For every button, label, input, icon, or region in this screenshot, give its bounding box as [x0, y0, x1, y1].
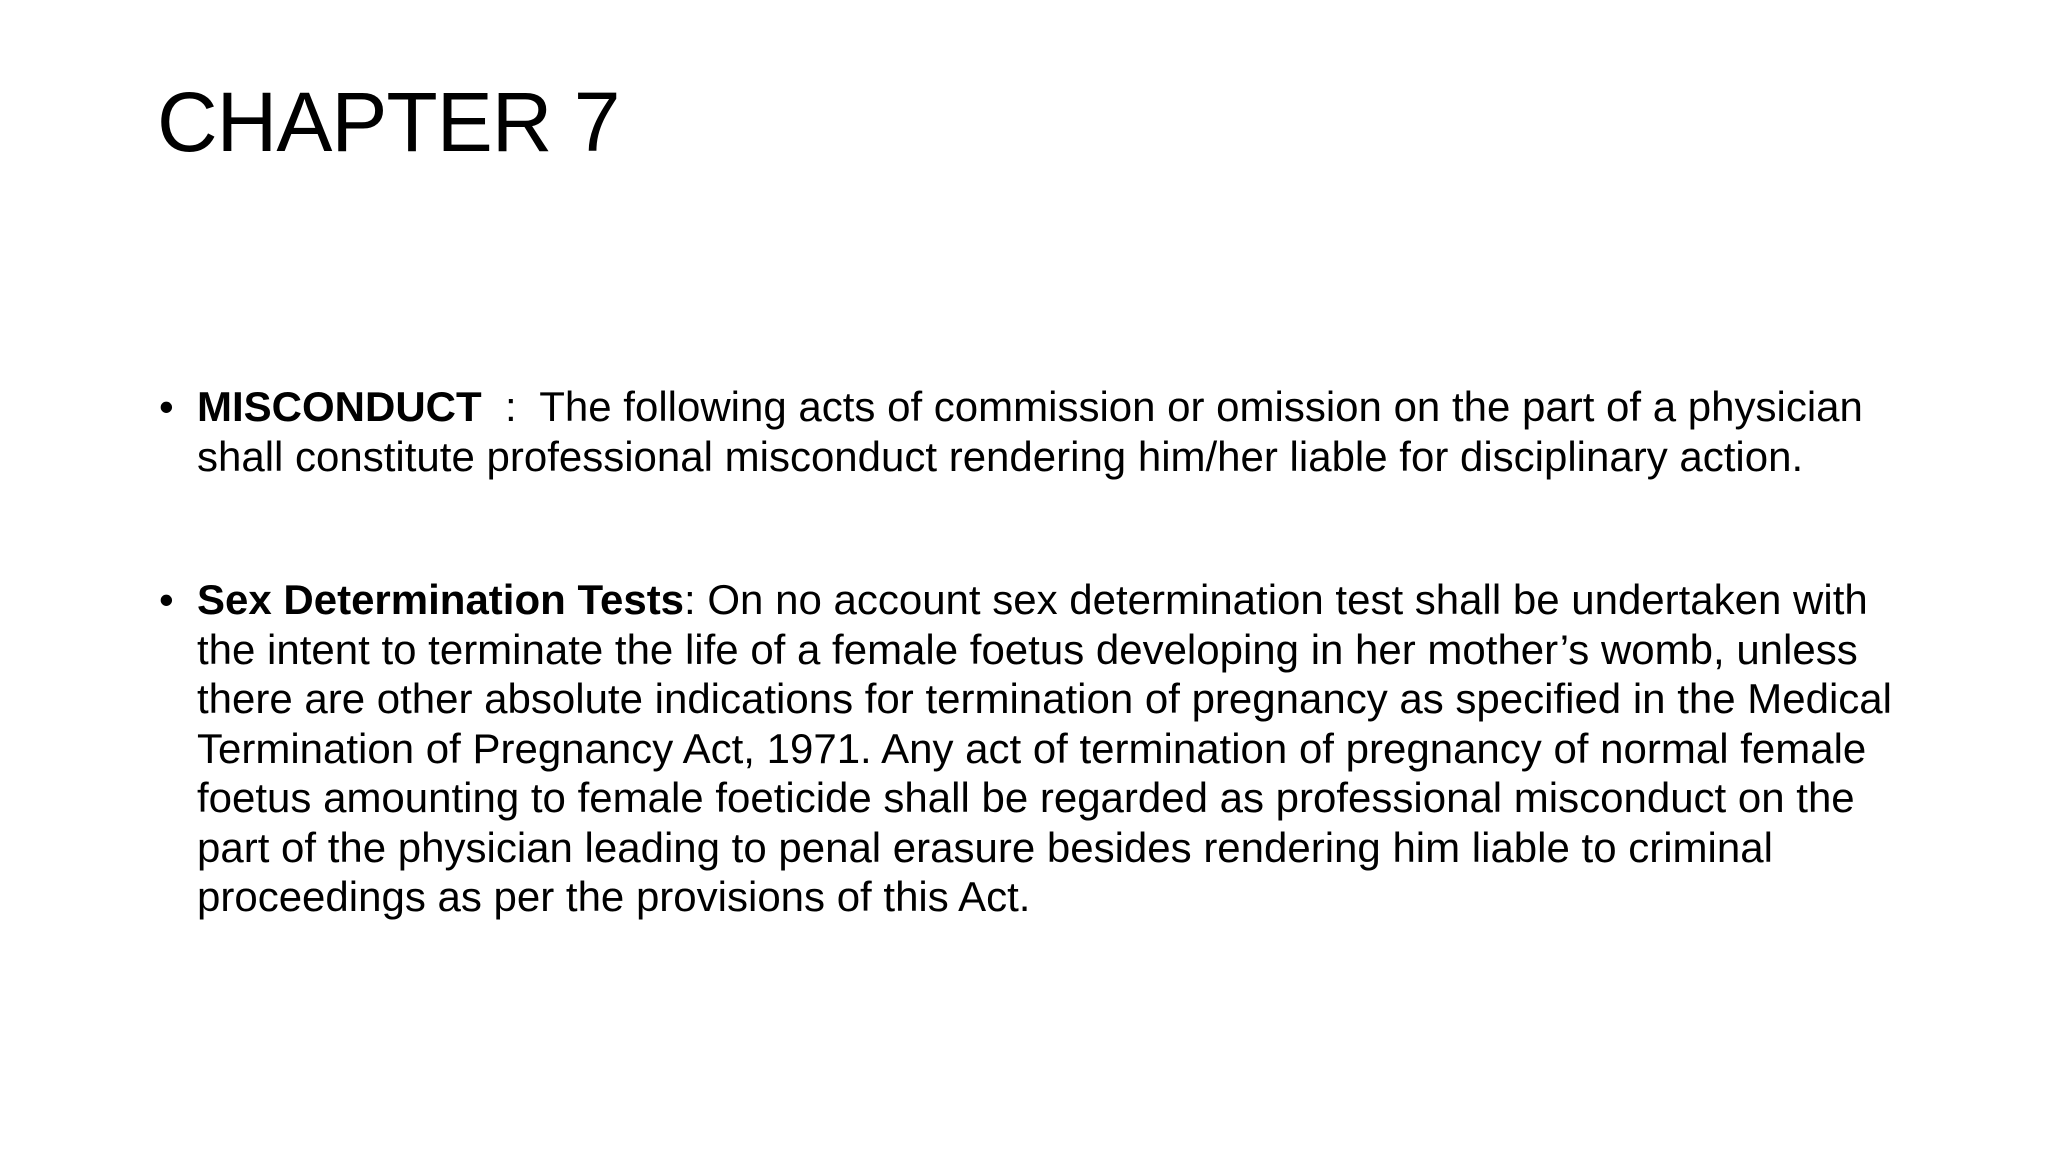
bullet-marker: • [159, 383, 174, 430]
bullet-marker: • [159, 576, 174, 623]
slide-title: CHAPTER 7 [157, 75, 620, 169]
bullet-text: The following acts of commission or omission on the part of a physician shall constitute professional misconduct rendering him/her liable for disciplinary action. [197, 383, 1863, 480]
bullet-misconduct [157, 382, 1917, 481]
bullet-separator: : [684, 576, 708, 623]
bullet-term: Sex Determination Tests [197, 576, 685, 623]
bullet-term: MISCONDUCT [197, 383, 482, 430]
bullet-text: On no account sex determination test shall be undertaken with the intent to terminate the life of a female foetus developing in her mother’s womb, unless there are other absolute indications for termination of pregnancy as specified in the Medical Termination of Pregnancy Act, 1971. Any act of termination of pregnancy of normal female foetus amounting to female foeticide shall be regarded as professional misconduct on the part of the physician leading to penal erasure besides rendering him liable to criminal proceedings as per the provisions of this Act. [197, 576, 1892, 920]
bullet-sex-determination-tests [157, 575, 1917, 922]
bullet-separator: : [481, 383, 540, 430]
bullet-list [157, 382, 1917, 922]
